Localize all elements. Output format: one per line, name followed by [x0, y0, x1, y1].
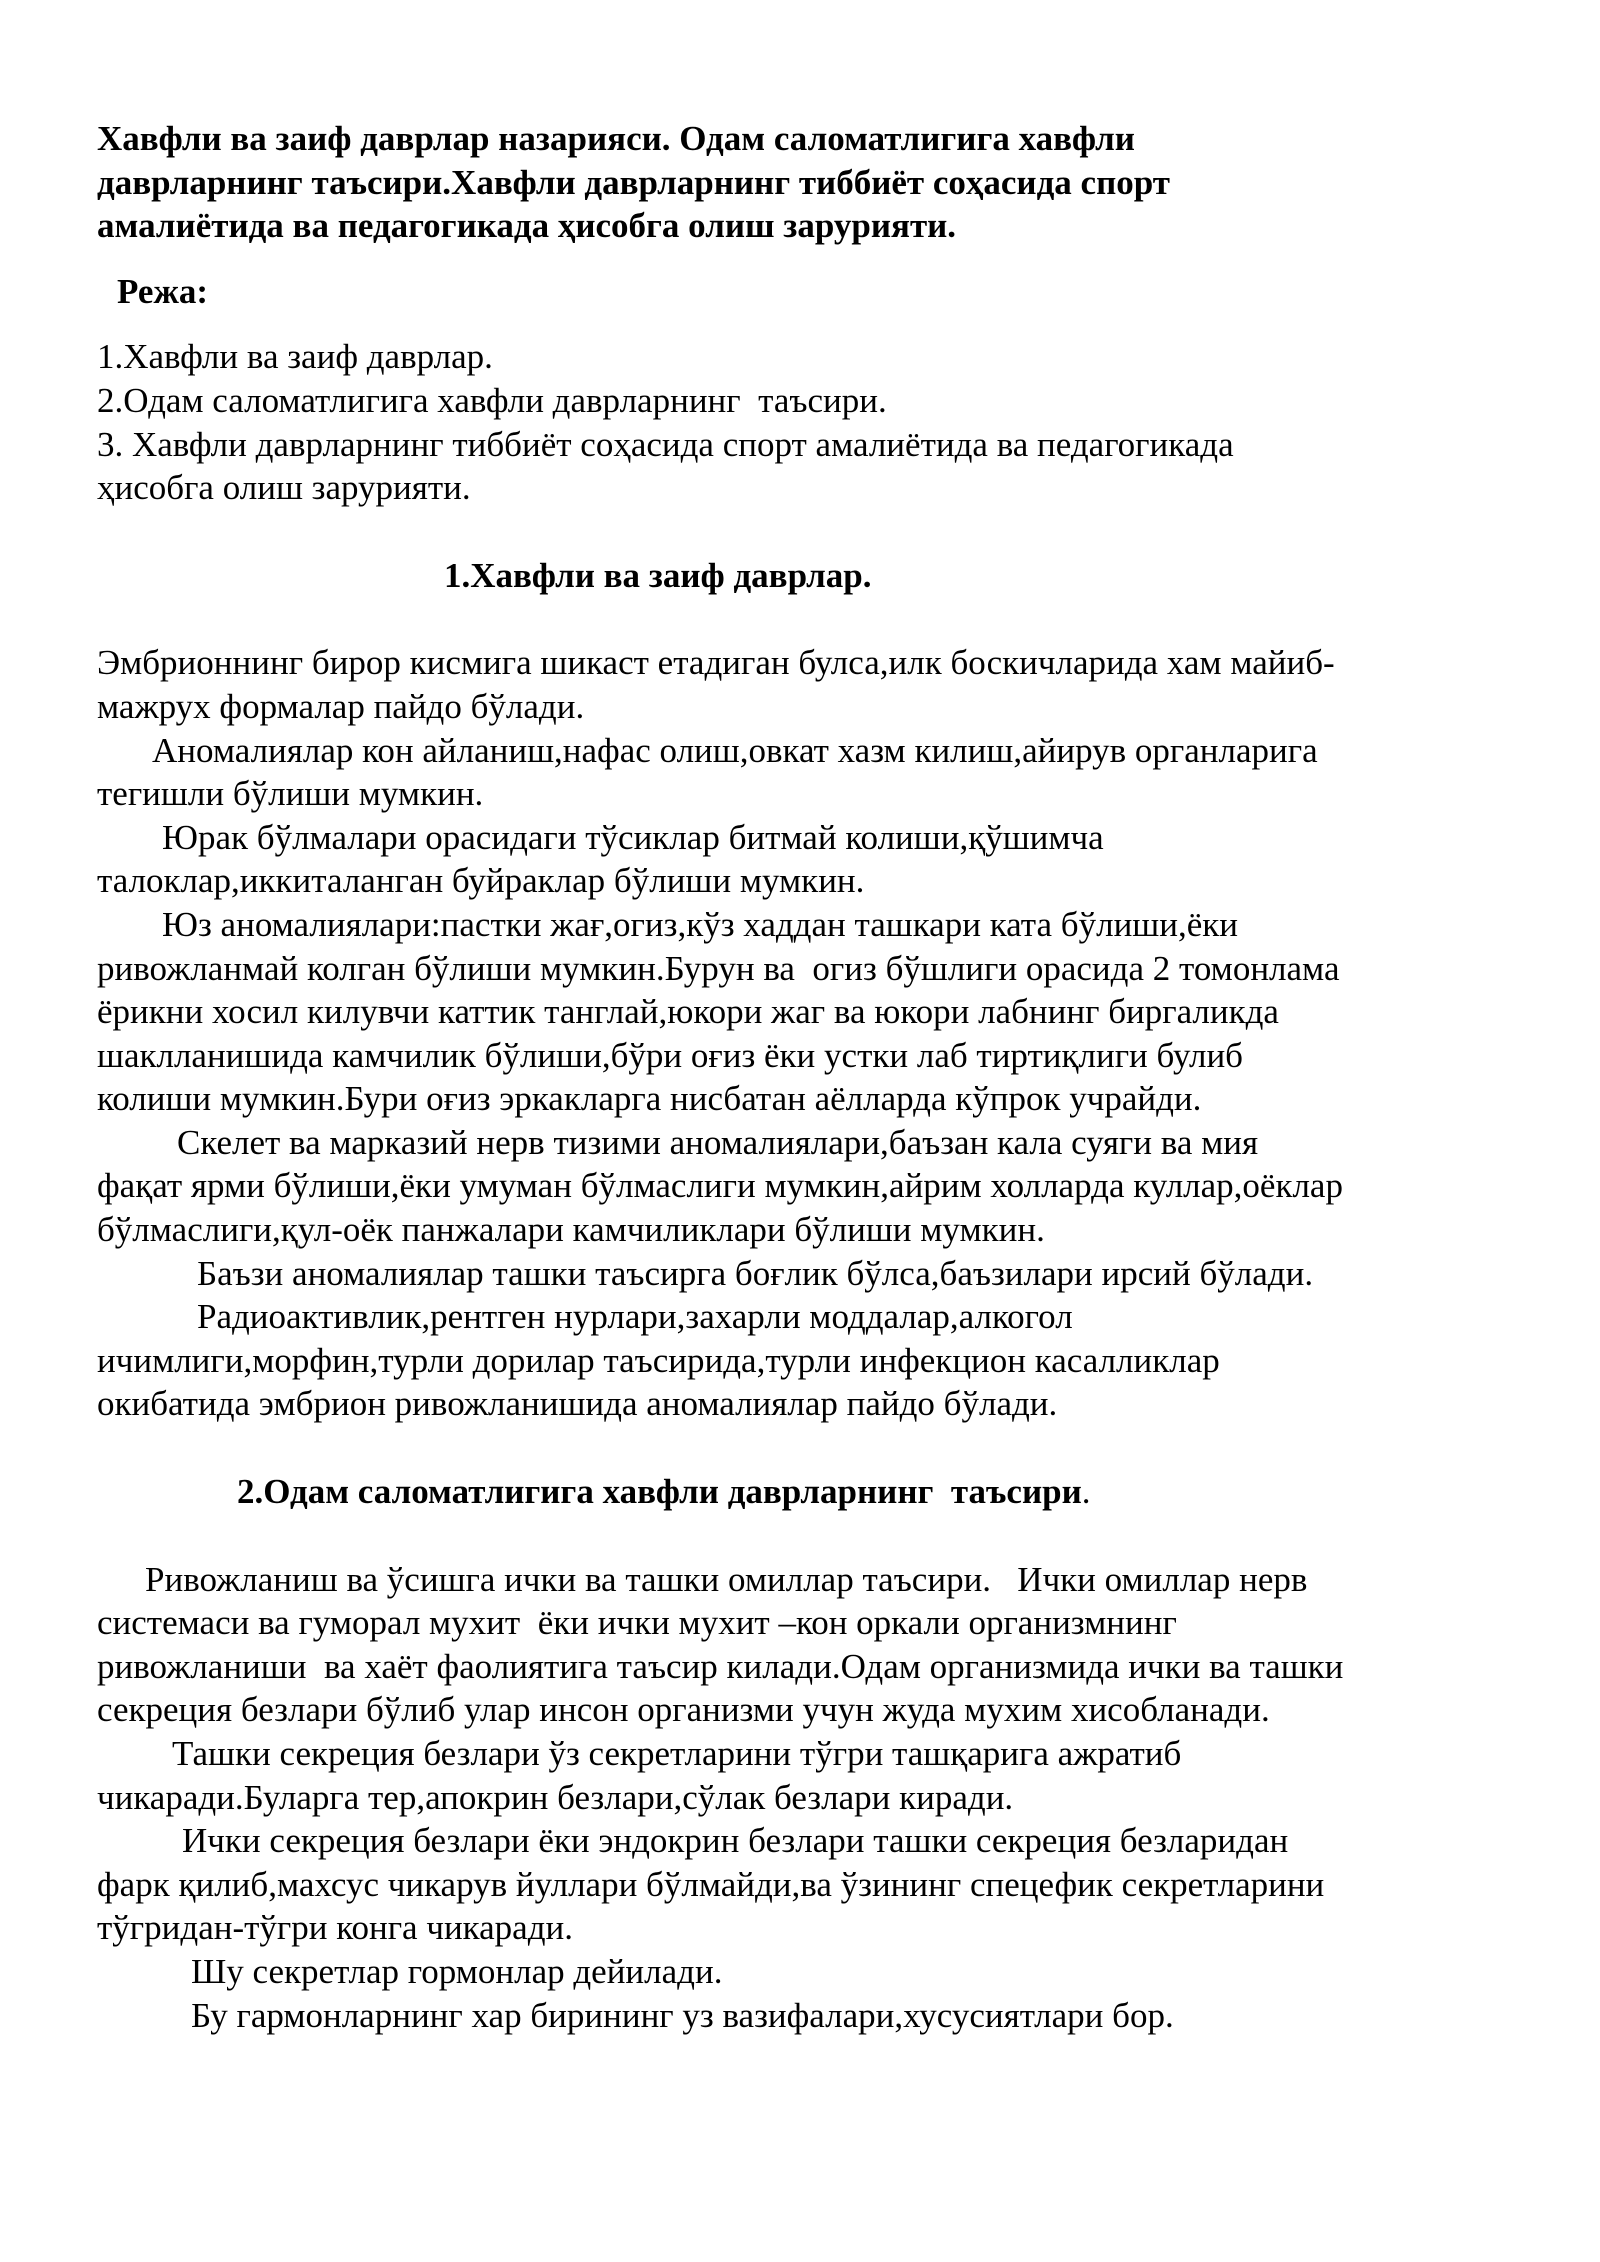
section-2-body [97, 1558, 1517, 2038]
paragraph-line: ёрикни хосил килувчи каттик танглай,юкори жаг ва юкори лабнинг биргаликда [97, 992, 1279, 1032]
paragraph-line: окибатида эмбрион ривожланишида аномалиялар пайдо бўлади. [97, 1384, 1058, 1424]
section-2-heading [97, 1470, 1517, 1514]
paragraph-line: Юрак бўлмалари орасидаги тўсиклар битмай колиши,қўшимча [162, 817, 1104, 857]
plan-item: 1.Хавфли ва заиф даврлар. [97, 337, 493, 377]
plan-item: 3. Хавфли даврларнинг тиббиёт соҳасида спорт амалиётида ва педагогикада [97, 424, 1234, 464]
paragraph-line: секреция безлари бўлиб улар инсон организми учун жуда мухим хисобланади. [97, 1690, 1270, 1730]
section-1-heading: 1.Хавфли ва заиф даврлар. [444, 555, 872, 595]
title-line-2: даврларнинг таъсири.Хавфли даврларнинг тиббиёт соҳасида спорт [97, 162, 1170, 202]
section-2-heading-text: 2.Одам саломатлигига хавфли даврларнинг таъсири [237, 1472, 1082, 1512]
paragraph-line: тўгридан-тўгри конга чикаради. [97, 1908, 574, 1948]
paragraph-line: тегишли бўлиши мумкин. [97, 774, 484, 814]
plan-item: ҳисобга олиш зарурияти. [97, 468, 471, 508]
paragraph-line: ичимлиги,морфин,турли дорилар таъсирида,турли инфекцион касалликлар [97, 1340, 1220, 1380]
paragraph-line: Шу секретлар гормонлар дейилади. [191, 1951, 723, 1991]
paragraph-line: бўлмаслиги,қул-оёк панжалари камчиликлари бўлиши мумкин. [97, 1210, 1045, 1250]
paragraph-line: Скелет ва марказий нерв тизими аномалиялари,баъзан кала суяги ва мия [177, 1122, 1259, 1162]
paragraph-line: Ташки секреция безлари ўз секретларини тўгри ташқарига ажратиб [172, 1734, 1182, 1773]
plan-heading: Режа: [117, 271, 208, 311]
paragraph-line: фарк қилиб,махсус чикарув йуллари бўлмайди,ва ўзининг спецефик секретларини [97, 1864, 1325, 1904]
plan-item: 2.Одам саломатлигига хавфли даврларнинг таъсири. [97, 380, 887, 420]
paragraph-line: колиши мумкин.Бури оғиз эркакларга нисбатан аёлларда кўпрок учрайди. [97, 1079, 1202, 1119]
plan-list [97, 335, 1517, 509]
paragraph-line: Ривожланиш ва ўсишга ички ва ташки омиллар таъсири. Ички омиллар нерв [145, 1559, 1308, 1599]
document-title [97, 117, 1517, 248]
paragraph-line: Радиоактивлик,рентген нурлари,захарли моддалар,алкогол [197, 1297, 1073, 1337]
paragraph-line: талоклар,иккиталанган буйраклар бўлиши мумкин. [97, 861, 865, 901]
paragraph-line: ривожланиши ва хаёт фаолиятига таъсир килади.Одам организмида ички ва ташки [97, 1646, 1344, 1686]
paragraph-line: Ички секреция безлари ёки эндокрин безлари ташки секреция безларидан [182, 1821, 1289, 1861]
title-line-3: амалиётида ва педагогикада ҳисобга олиш зарурияти. [97, 206, 957, 246]
paragraph-line: Баъзи аномалиялар ташки таъсирга боғлик бўлса,баъзилари ирсий бўлади. [197, 1253, 1314, 1293]
paragraph-line: Юз аномалиялари:пастки жағ,огиз,кўз хаддан ташкари ката бўлиши,ёки [162, 904, 1239, 944]
section-2-heading-period: . [1081, 1472, 1091, 1512]
paragraph-line: Эмбрионнинг бирор кисмига шикаст етадиган булса,илк боскичларида хам майиб- [97, 643, 1335, 683]
paragraph-line: Аномалиялар кон айланиш,нафас олиш,овкат хазм килиш,айирув органларига [152, 730, 1318, 770]
paragraph-line: ривожланмай колган бўлиши мумкин.Бурун ва огиз бўшлиги орасида 2 томонлама [97, 948, 1340, 988]
paragraph-line: мажрух формалар пайдо бўлади. [97, 686, 585, 726]
document-page [97, 117, 1517, 2037]
paragraph-line: Бу гармонларнинг хар бирининг уз вазифалари,хусусиятлари бор. [191, 1995, 1174, 2035]
paragraph-line: системаси ва гуморал мухит ёки ички мухит –кон оркали организмнинг [97, 1603, 1177, 1643]
paragraph-line: чикаради.Буларга тер,апокрин безлари,сўлак безлари киради. [97, 1777, 1014, 1817]
section-1-body [97, 641, 1517, 1426]
paragraph-line: шаклланишида камчилик бўлиши,бўри оғиз ёки устки лаб тиртиқлиги булиб [97, 1035, 1243, 1075]
title-line-1: Хавфли ва заиф даврлар назарияси. Одам саломатлигига хавфли [97, 119, 1135, 158]
paragraph-line: фақат ярми бўлиши,ёки умуман бўлмаслиги мумкин,айрим холларда куллар,оёклар [97, 1166, 1343, 1206]
